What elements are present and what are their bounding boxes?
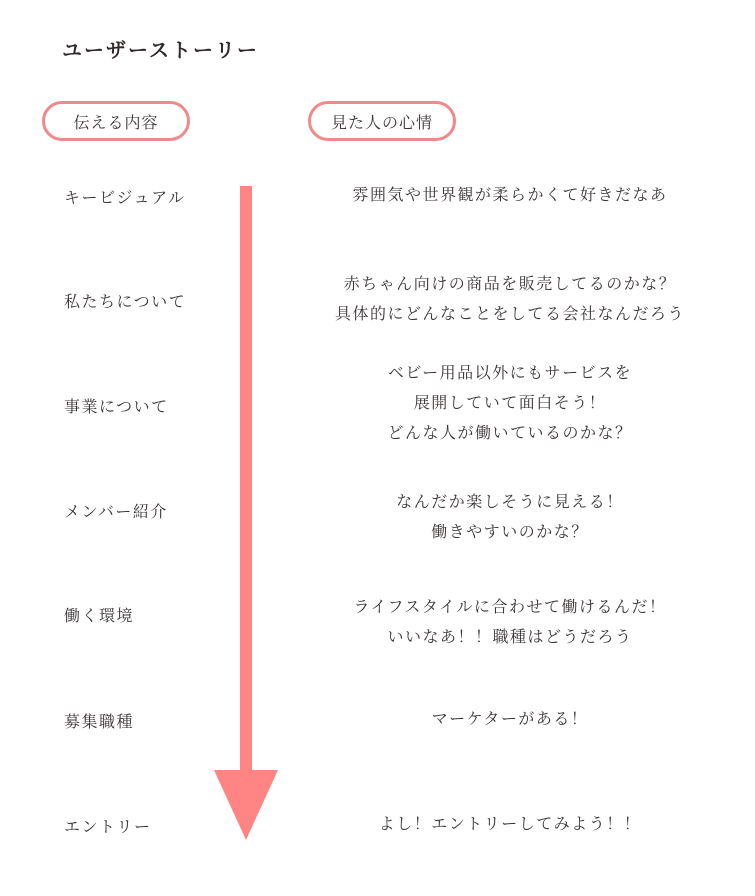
story-step-label: 募集職種: [64, 712, 135, 731]
story-step-label: メンバー紹介: [64, 502, 168, 521]
feeling-line: 具体的にどんなことをしてる会社なんだろう: [334, 304, 685, 323]
feeling-line: 働きやすいのかな？: [431, 522, 589, 541]
story-step-feeling: [300, 358, 720, 448]
feeling-line: よし！エントリーしてみよう！！: [378, 814, 642, 833]
header-content-pill: 伝える内容: [42, 101, 190, 141]
feeling-line: いいなあ！！職種はどうだろう: [387, 627, 633, 646]
page-title: ユーザーストーリー: [62, 38, 259, 62]
story-step-feeling: [300, 180, 720, 210]
feeling-line: ベビー用品以外にもサービスを: [387, 363, 633, 382]
flow-arrow-head: [214, 770, 278, 840]
story-step-feeling: [300, 809, 720, 839]
story-step-label: エントリー: [64, 817, 152, 836]
flow-arrow-shaft: [240, 186, 252, 776]
story-step-label: 働く環境: [64, 606, 135, 625]
feeling-line: ライフスタイルに合わせて働けるんだ！: [353, 597, 667, 616]
feeling-line: どんな人が働いているのかな？: [387, 423, 633, 442]
feeling-line: 雰囲気や世界観が柔らかくて好きだなあ: [352, 185, 668, 204]
story-step-label: 私たちについて: [64, 292, 187, 311]
story-step-label: 事業について: [64, 397, 169, 416]
header-feeling-pill: 見た人の心情: [308, 101, 456, 141]
story-step-feeling: [300, 704, 720, 734]
story-step-feeling: [300, 487, 720, 547]
feeling-line: なんだか楽しそうに見える！: [396, 492, 624, 511]
story-step-feeling: [300, 269, 720, 329]
story-step-feeling: [300, 592, 720, 652]
flow-arrow: [214, 186, 278, 840]
feeling-line: 赤ちゃん向けの商品を販売してるのかな？: [343, 274, 677, 293]
story-step-label: キービジュアル: [64, 188, 186, 207]
feeling-line: 展開していて面白そう！: [413, 393, 607, 412]
feeling-line: マーケターがある！: [431, 709, 589, 728]
